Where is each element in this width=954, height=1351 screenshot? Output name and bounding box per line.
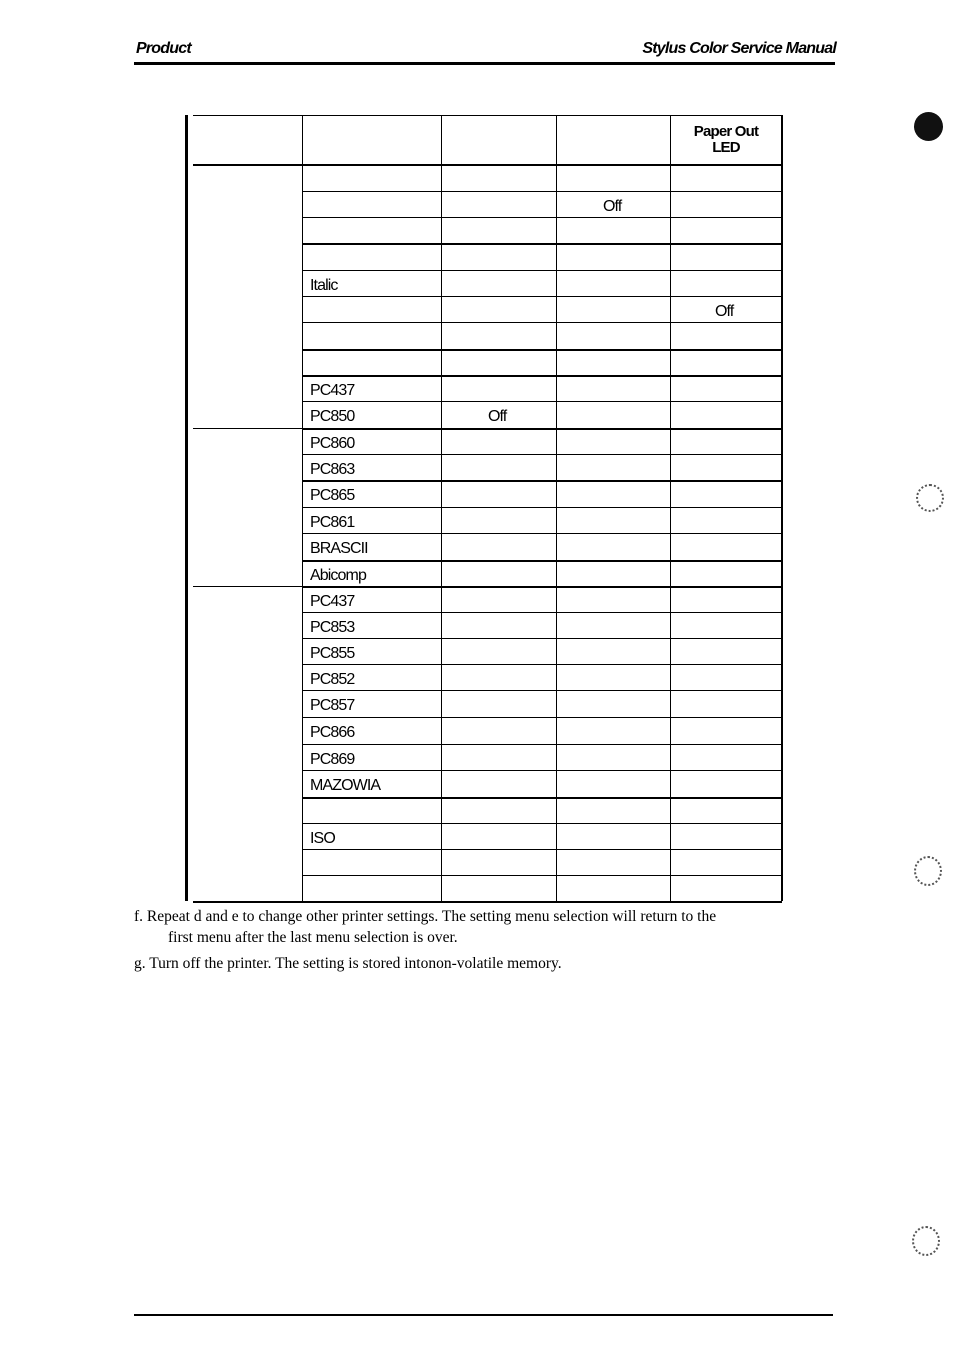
column-header-paper-out-led (670, 124, 782, 156)
row-rule (302, 560, 782, 562)
page-header-left: Product (136, 40, 191, 57)
table-cell-c3: Off (603, 198, 622, 215)
table-cell-c2: Off (488, 408, 507, 425)
row-rule (302, 217, 782, 218)
binding-hole-marker (914, 112, 943, 141)
table-cell-setting: ISO (310, 830, 335, 847)
row-rule (302, 533, 782, 534)
table-left-border (185, 115, 188, 901)
table-bottom-rule (193, 901, 782, 903)
table-cell-setting: PC865 (310, 487, 355, 504)
row-rule (302, 191, 782, 192)
row-rule (302, 480, 782, 482)
row-rule (302, 690, 782, 691)
row-rule (302, 770, 782, 771)
table-cell-setting: PC857 (310, 697, 355, 714)
table-cell-setting: MAZOWIA (310, 777, 381, 794)
table-cell-setting: PC853 (310, 619, 355, 636)
group-rule (193, 586, 303, 587)
table-cell-setting: PC855 (310, 645, 355, 662)
table-cell-setting: PC852 (310, 671, 355, 688)
row-rule (302, 612, 782, 613)
table-cell-setting: PC866 (310, 724, 355, 741)
table-header-rule (193, 164, 782, 166)
row-rule (302, 717, 782, 718)
row-rule (302, 638, 782, 639)
row-rule (302, 349, 782, 351)
table-cell-setting: PC437 (310, 382, 355, 399)
step-f-line1: f. Repeat d and e to change other printer settings. The setting menu selection will return to the (134, 908, 717, 925)
row-rule (302, 744, 782, 745)
step-g: g. Turn off the printer. The setting is stored intonon-volatile memory. (134, 955, 562, 972)
row-rule (302, 586, 782, 588)
binding-hole-marker (916, 484, 944, 512)
binding-hole-marker (912, 1226, 940, 1256)
row-rule (302, 875, 782, 876)
row-rule (302, 454, 782, 455)
row-rule (302, 322, 782, 323)
footer-rule (134, 1314, 833, 1316)
column-divider (441, 116, 442, 901)
table-cell-setting: BRASCII (310, 540, 368, 557)
row-rule (302, 664, 782, 665)
table-cell-c4: Off (715, 303, 734, 320)
row-rule (302, 243, 782, 245)
row-rule (302, 375, 782, 377)
table-cell-setting: PC869 (310, 751, 355, 768)
row-rule (302, 428, 782, 430)
column-divider (556, 116, 557, 901)
step-f-line2: first menu after the last menu selection is over. (168, 929, 458, 946)
row-rule (302, 270, 782, 271)
row-rule (302, 507, 782, 508)
row-rule (302, 823, 782, 824)
column-header-line2: LED (712, 139, 740, 156)
table-cell-setting: PC863 (310, 461, 355, 478)
table-cell-setting: PC861 (310, 514, 355, 531)
row-rule (302, 849, 782, 850)
table-cell-setting: PC850 (310, 408, 355, 425)
table-cell-setting: Italic (310, 277, 338, 294)
row-rule (302, 296, 782, 297)
column-divider (670, 116, 671, 901)
header-rule (134, 62, 835, 65)
column-header-line1: Paper Out (693, 123, 759, 140)
table-cell-setting: Abicomp (310, 567, 366, 584)
table-right-border (781, 115, 783, 901)
row-rule (302, 797, 782, 799)
table-cell-setting: PC860 (310, 435, 355, 452)
group-rule (193, 428, 303, 429)
table-cell-setting: PC437 (310, 593, 355, 610)
row-rule (302, 401, 782, 402)
page-header-right: Stylus Color Service Manual (642, 40, 836, 57)
table-top-rule (193, 115, 782, 116)
column-divider (302, 116, 303, 901)
binding-hole-marker (914, 856, 942, 886)
